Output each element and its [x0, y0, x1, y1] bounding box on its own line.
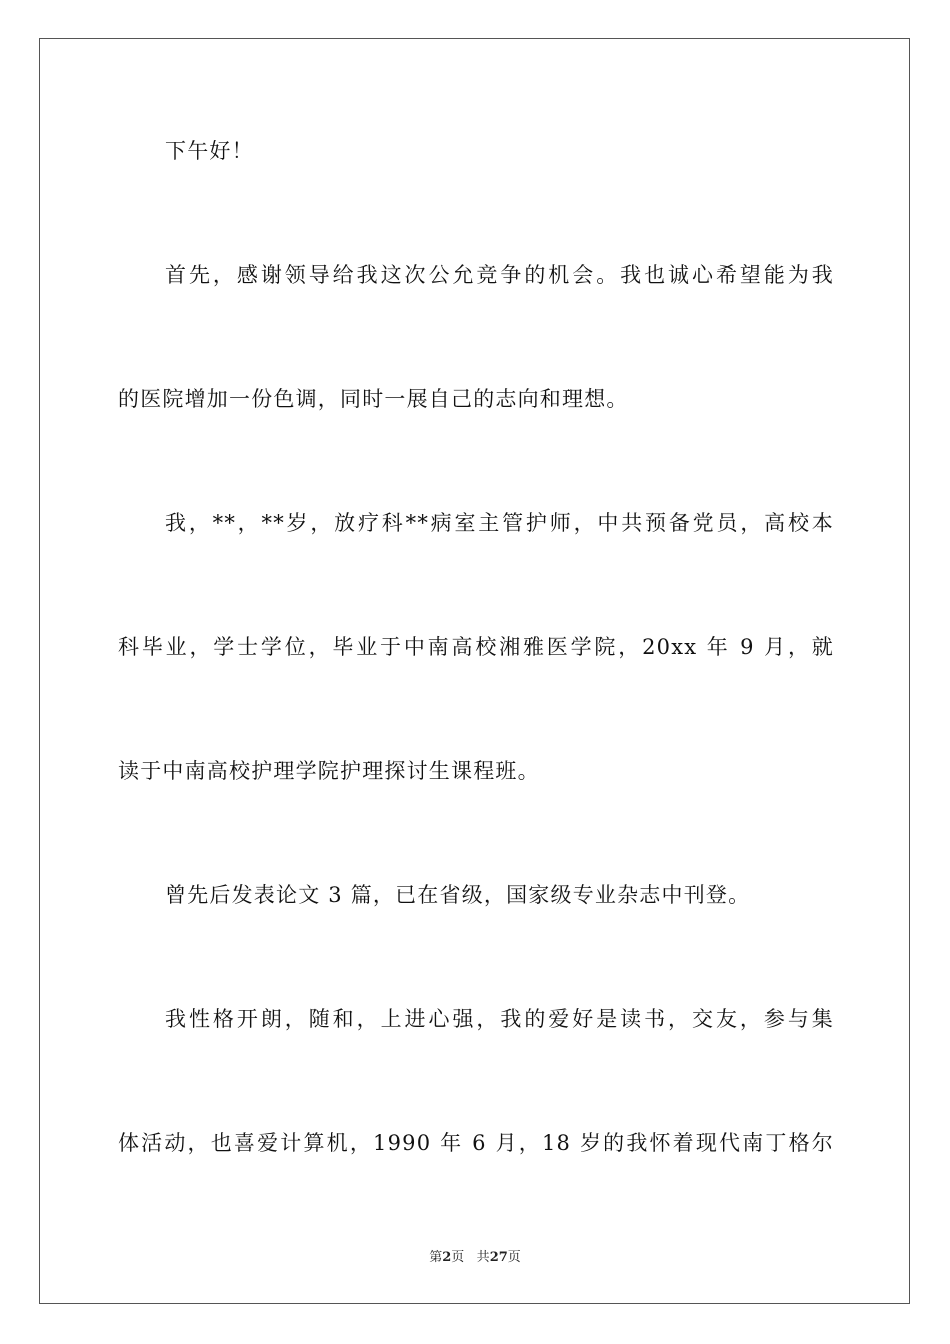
greeting-line: 下午好！ — [165, 139, 254, 163]
paragraph-line: 我性格开朗，随和，上进心强，我的爱好是读书，交友，参与集 — [165, 1007, 834, 1031]
footer-page-suffix: 页 — [451, 1250, 465, 1265]
paragraph-line: 曾先后发表论文 3 篇，已在省级，国家级专业杂志中刊登。 — [165, 883, 751, 907]
paragraph-line: 首先，感谢领导给我这次公允竞争的机会。我也诚心希望能为我 — [165, 263, 834, 287]
footer-page-number: 2 — [442, 1250, 452, 1265]
paragraph-line: 体活动，也喜爱计算机，1990 年 6 月，18 岁的我怀着现代南丁格尔 — [118, 1131, 834, 1155]
page-border — [39, 38, 910, 1304]
paragraph-line: 我，**，**岁，放疗科**病室主管护师，中共预备党员，高校本 — [165, 511, 834, 535]
paragraph-line: 读于中南高校护理学院护理探讨生课程班。 — [118, 759, 540, 783]
paragraph-line: 的医院增加一份色调，同时一展自己的志向和理想。 — [118, 387, 629, 411]
footer-total-prefix: 共 — [476, 1250, 490, 1265]
footer-total-suffix: 页 — [507, 1250, 521, 1265]
page-footer — [0, 1246, 950, 1265]
footer-page-prefix: 第 — [429, 1250, 443, 1265]
footer-total-pages: 27 — [489, 1250, 508, 1265]
paragraph-line: 科毕业，学士学位，毕业于中南高校湘雅医学院，20xx 年 9 月，就 — [118, 635, 834, 659]
